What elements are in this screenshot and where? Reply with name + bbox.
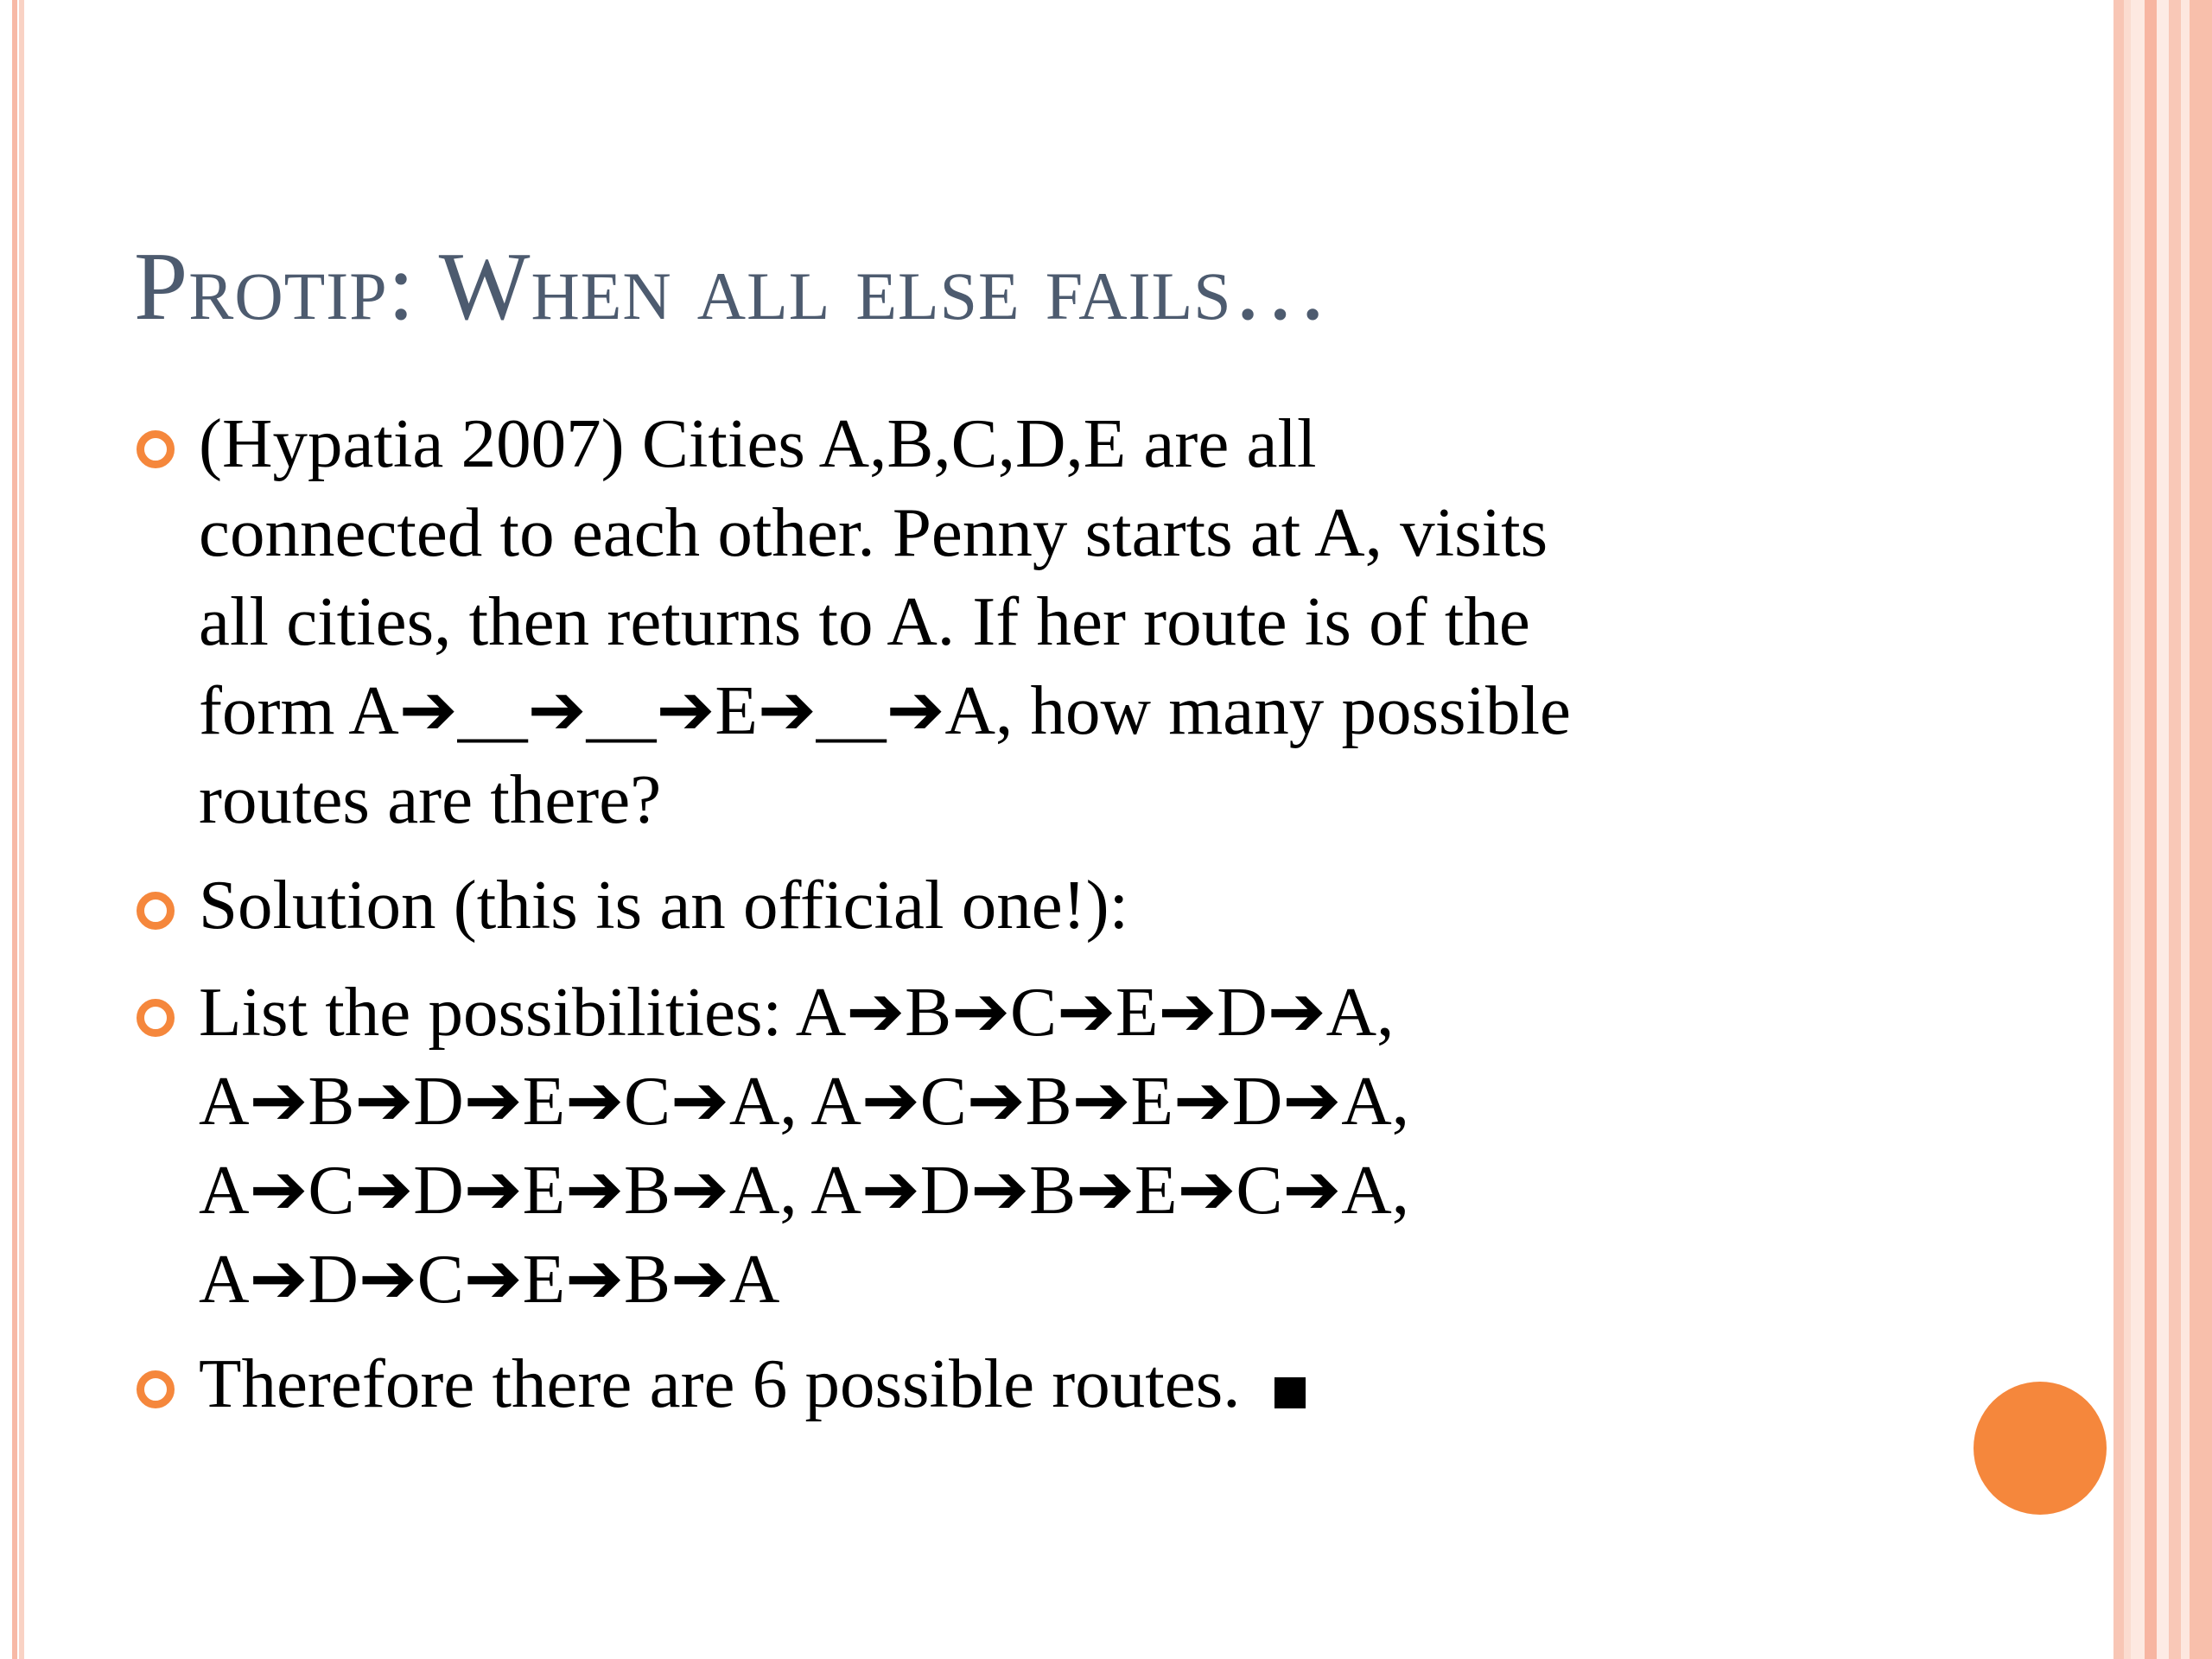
bullet-item-solution (199, 861, 1927, 950)
left-border-stripe (19, 0, 24, 1659)
bullet-line: List the possibilities: A➔B➔C➔E➔D➔A, (199, 973, 1395, 1051)
right-border-stripe (2157, 0, 2169, 1659)
ring-bullet-icon (137, 999, 175, 1037)
right-border-stripe (2131, 0, 2145, 1659)
ring-bullet-icon (137, 892, 175, 930)
bullet-line: Therefore there are 6 possible routes. (199, 1344, 1241, 1422)
bullet-line: A➔C➔D➔E➔B➔A, A➔D➔B➔E➔C➔A, (199, 1151, 1410, 1229)
bullet-line: form A➔__➔__➔E➔__➔A, how many possible (199, 671, 1572, 749)
bullet-item-possibilities (199, 968, 1927, 1324)
black-square-qed-icon (1274, 1377, 1306, 1408)
right-border-stripe (2124, 0, 2131, 1659)
right-border-stripe (2181, 0, 2190, 1659)
bullet-item-problem (199, 399, 1927, 844)
right-border-stripe (2113, 0, 2124, 1659)
bullet-line: Solution (this is an official one!): (199, 866, 1129, 944)
right-border-stripe (2169, 0, 2181, 1659)
bullet-line: A➔D➔C➔E➔B➔A (199, 1240, 780, 1318)
bullet-line: routes are there? (199, 760, 662, 838)
ring-bullet-icon (137, 430, 175, 468)
right-border-stripe (2190, 0, 2212, 1659)
ring-bullet-icon (137, 1370, 175, 1408)
right-border-stripe (2145, 0, 2157, 1659)
bullet-line-with-qed (199, 1339, 1927, 1428)
orange-circle-decoration (1974, 1382, 2107, 1515)
bullet-line: all cities, then returns to A. If her route is of the (199, 582, 1530, 660)
bullet-item-conclusion (199, 1339, 1927, 1428)
left-border-stripe (12, 0, 17, 1659)
slide-title: Protip: When all else fails… (134, 233, 1330, 340)
bullet-line: (Hypatia 2007) Cities A,B,C,D,E are all (199, 404, 1317, 482)
bullet-line: connected to each other. Penny starts at A, visits (199, 493, 1548, 571)
bullet-line: A➔B➔D➔E➔C➔A, A➔C➔B➔E➔D➔A, (199, 1062, 1410, 1140)
